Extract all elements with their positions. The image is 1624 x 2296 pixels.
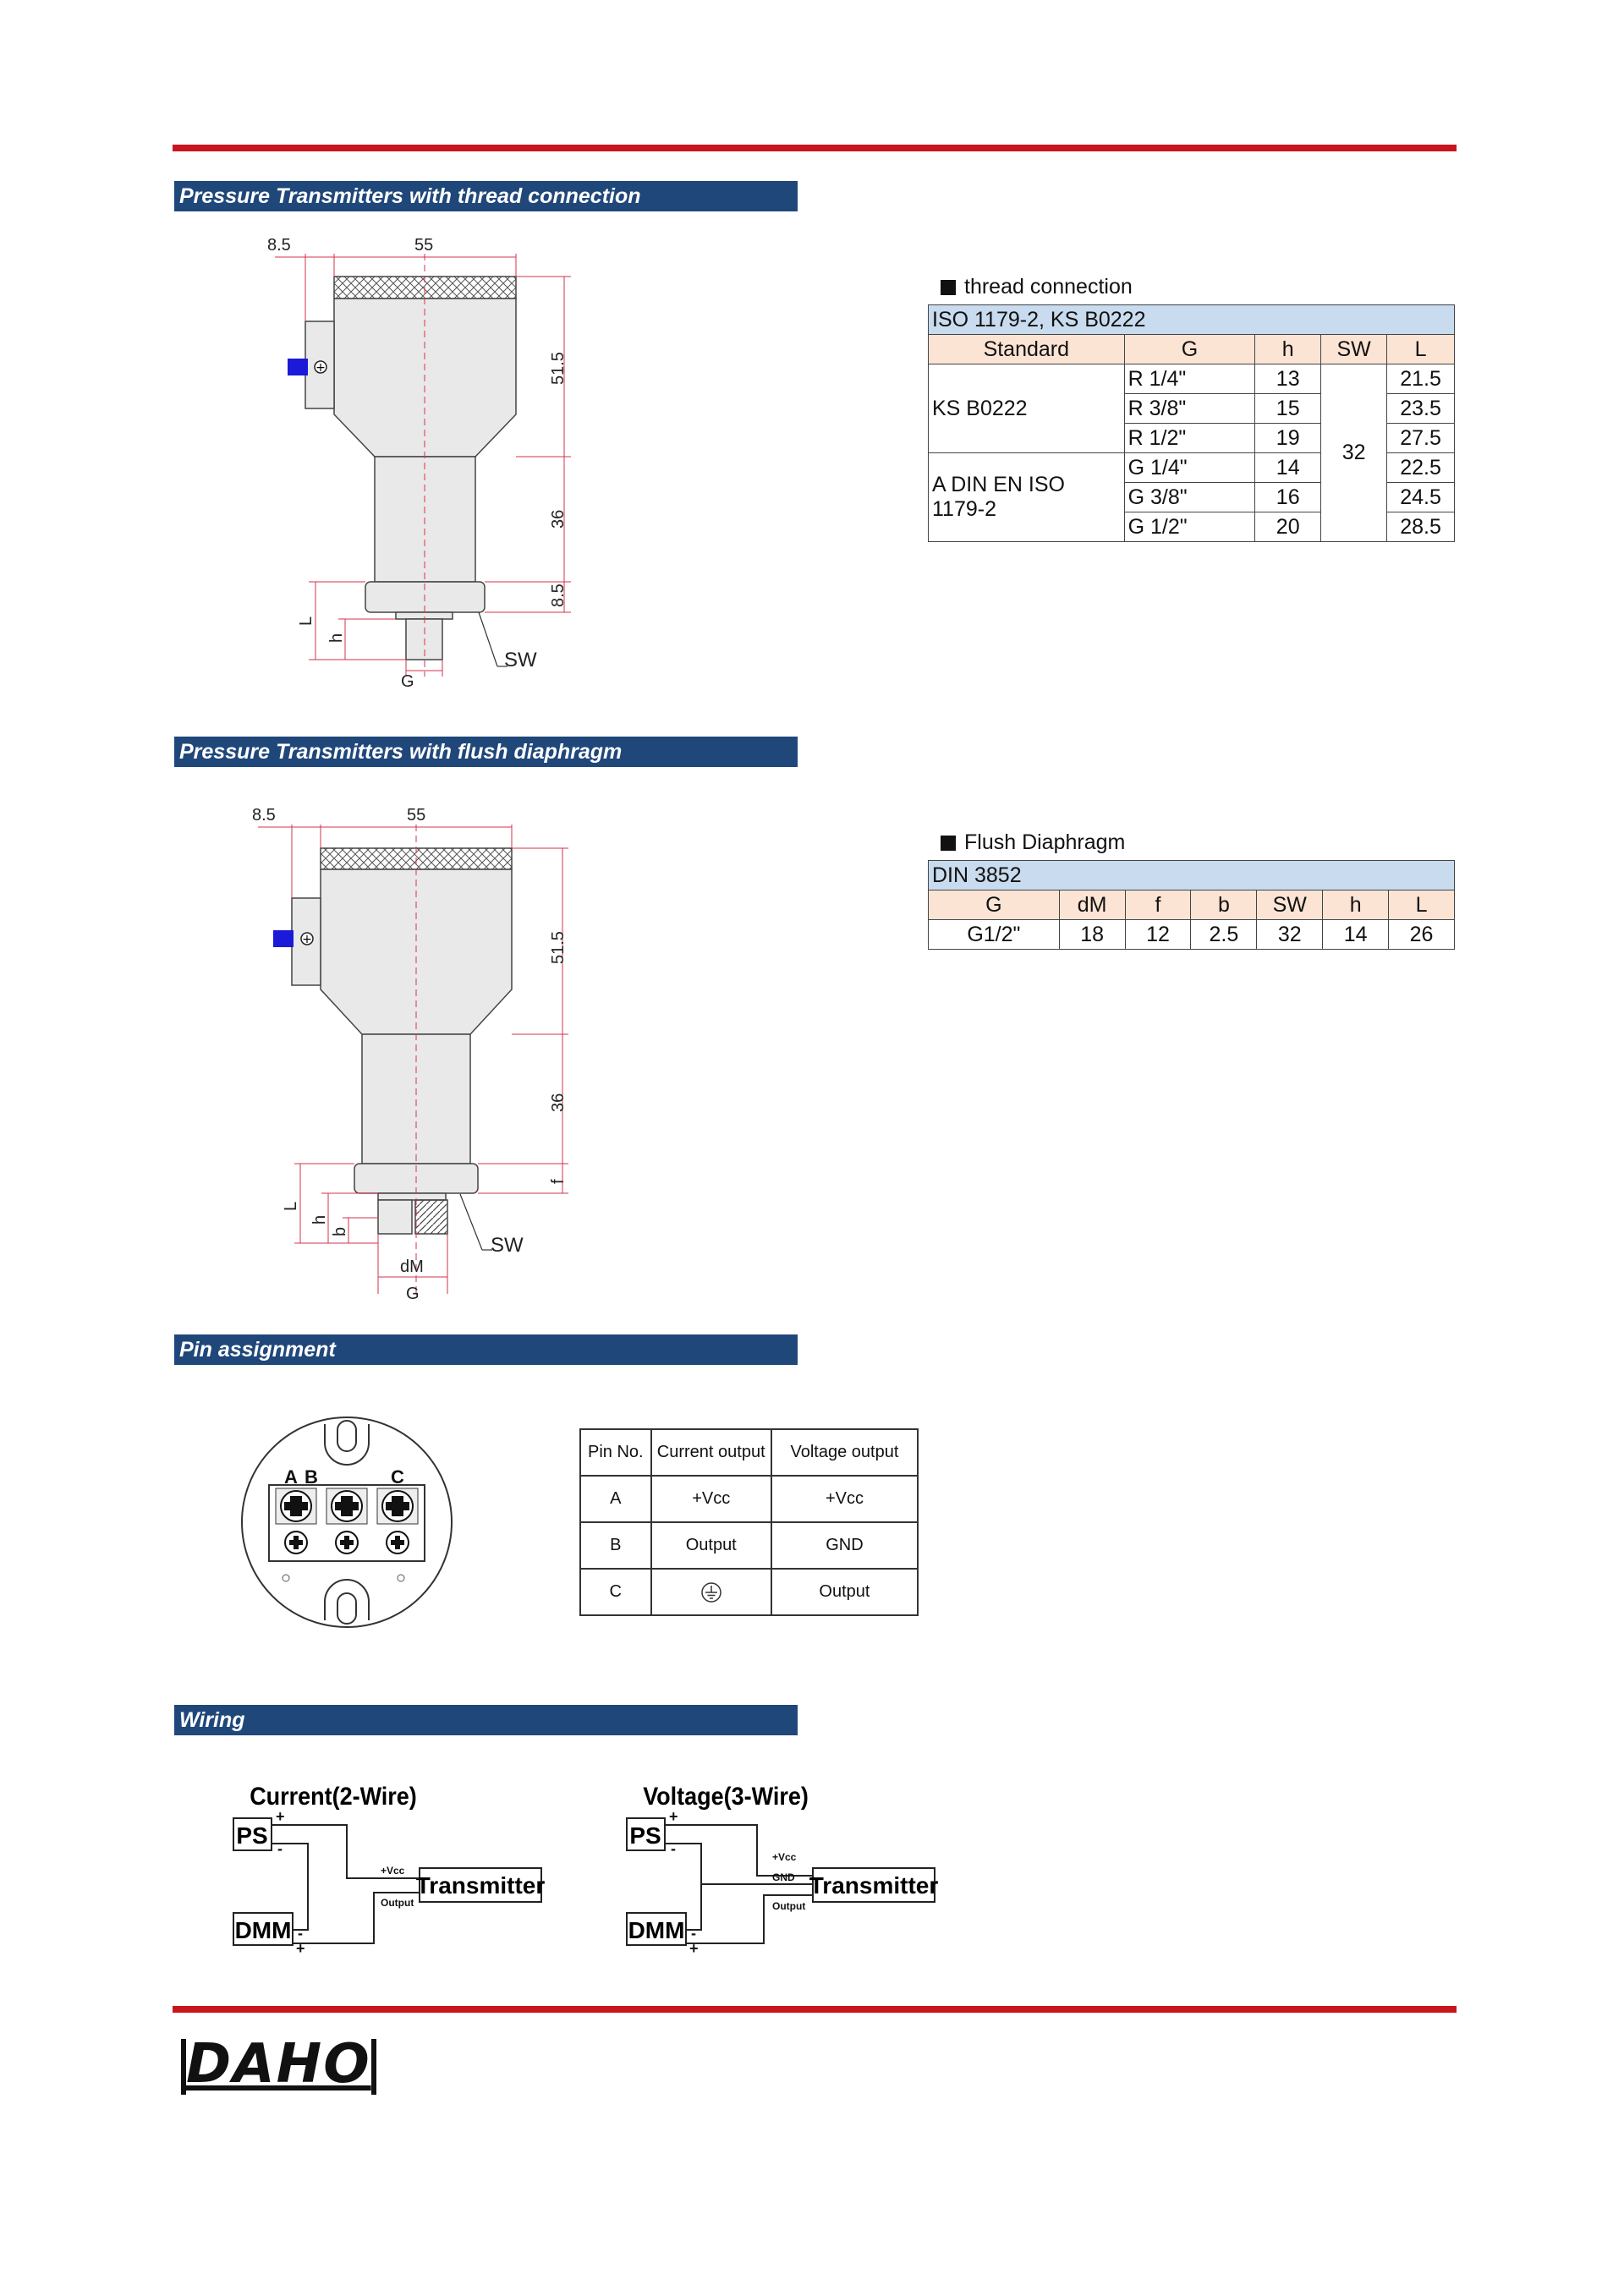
plus-sign: +	[669, 1808, 678, 1825]
cell-dm: 18	[1059, 920, 1125, 950]
plus-sign: +	[276, 1808, 285, 1825]
cell-g: G 3/8"	[1124, 483, 1255, 512]
cell-h: 20	[1255, 512, 1321, 542]
thread-connection-table	[928, 304, 1455, 542]
dim-36: 36	[549, 1093, 568, 1112]
dim-55: 55	[414, 236, 434, 255]
thread-table-caption: thread connection	[941, 275, 1133, 299]
pin-connector-diagram	[237, 1412, 457, 1632]
cell-g: R 1/4"	[1124, 364, 1255, 394]
col-header: L	[1389, 890, 1455, 920]
current-cell	[651, 1569, 771, 1615]
voltage-cell: +Vcc	[771, 1476, 918, 1522]
minus-sign: -	[691, 1925, 696, 1942]
dim-36: 36	[549, 509, 568, 529]
label-SW: SW	[491, 1234, 524, 1257]
section-heading-thread: Pressure Transmitters with thread connection	[174, 181, 798, 211]
output-label: Output	[772, 1900, 806, 1912]
output-label: Output	[381, 1897, 414, 1909]
dim-f: f	[549, 1179, 568, 1184]
pin-cell: B	[580, 1522, 651, 1569]
dim-51-5: 51.5	[549, 352, 568, 385]
cell-h: 16	[1255, 483, 1321, 512]
cell-g: G 1/4"	[1124, 453, 1255, 483]
col-header: b	[1191, 890, 1257, 920]
current-cell: +Vcc	[651, 1476, 771, 1522]
svg-text:+: +	[302, 933, 312, 946]
standard-group-din: A DIN EN ISO 1179-2	[929, 453, 1125, 542]
cell-sw: 32	[1321, 364, 1387, 542]
col-header: Current output	[651, 1429, 771, 1476]
minus-sign: -	[277, 1840, 283, 1857]
flush-diaphragm-table	[928, 860, 1455, 950]
cell-g: R 1/2"	[1124, 424, 1255, 453]
label-L: L	[297, 616, 315, 626]
col-header: Voltage output	[771, 1429, 918, 1476]
col-header: h	[1255, 335, 1321, 364]
col-header: SW	[1321, 335, 1387, 364]
cell-b: 2.5	[1191, 920, 1257, 950]
voltage-wiring-title: Voltage(3-Wire)	[643, 1782, 809, 1811]
label-b: b	[331, 1226, 349, 1236]
standard-row: ISO 1179-2, KS B0222	[929, 305, 1455, 335]
label-SW: SW	[504, 649, 537, 671]
transmitter-label: Transmitter	[809, 1872, 939, 1899]
cell-h: 14	[1255, 453, 1321, 483]
flush-table-caption: Flush Diaphragm	[941, 830, 1125, 855]
wiring-current-diagram	[228, 1773, 550, 1959]
dmm-label: DMM	[628, 1917, 685, 1943]
dim-8-5-bottom: 8.5	[549, 584, 568, 607]
pin-assignment-table	[579, 1428, 919, 1616]
wiring-voltage-diagram	[622, 1773, 943, 1959]
pin-label-a: A	[284, 1466, 298, 1488]
section-heading-pin: Pin assignment	[174, 1334, 798, 1365]
label-L: L	[282, 1201, 300, 1211]
cell-l: 27.5	[1387, 424, 1455, 453]
col-header: Pin No.	[580, 1429, 651, 1476]
col-header: dM	[1059, 890, 1125, 920]
cell-h: 19	[1255, 424, 1321, 453]
pin-cell: C	[580, 1569, 651, 1615]
col-header: h	[1323, 890, 1389, 920]
cell-sw: 32	[1257, 920, 1323, 950]
cell-l: 23.5	[1387, 394, 1455, 424]
voltage-cell: Output	[771, 1569, 918, 1615]
pin-label-c: C	[391, 1466, 404, 1488]
minus-sign: -	[671, 1840, 676, 1857]
vcc-label: +Vcc	[772, 1851, 797, 1863]
dim-8-5-top: 8.5	[252, 806, 276, 825]
ground-icon	[700, 1581, 722, 1603]
connector-blue-2	[273, 930, 294, 947]
col-header: G	[1124, 335, 1255, 364]
cell-h: 13	[1255, 364, 1321, 394]
standard-group-ks: KS B0222	[929, 364, 1125, 453]
label-h: h	[327, 633, 346, 643]
daho-logo: DAHO	[181, 2033, 376, 2096]
pin-label-b: B	[304, 1466, 318, 1488]
section-heading-flush: Pressure Transmitters with flush diaphragm	[174, 737, 798, 767]
ps-label: PS	[236, 1822, 268, 1849]
square-bullet-icon	[941, 836, 956, 851]
dim-51-5: 51.5	[549, 931, 568, 964]
dim-8-5-top: 8.5	[267, 236, 291, 255]
cell-l: 22.5	[1387, 453, 1455, 483]
col-header: Standard	[929, 335, 1125, 364]
standard-row: DIN 3852	[929, 861, 1455, 890]
label-G: G	[401, 672, 414, 691]
cell-l: 26	[1389, 920, 1455, 950]
label-h: h	[310, 1214, 329, 1225]
square-bullet-icon	[941, 280, 956, 295]
plus-sign: +	[296, 1940, 305, 1957]
minus-sign: -	[298, 1925, 303, 1942]
cell-l: 24.5	[1387, 483, 1455, 512]
transmitter-body-2	[292, 848, 512, 1234]
dmm-label: DMM	[234, 1917, 292, 1943]
cell-g: R 3/8"	[1124, 394, 1255, 424]
col-header: G	[929, 890, 1060, 920]
section-heading-wiring: Wiring	[174, 1705, 798, 1735]
col-header: f	[1125, 890, 1191, 920]
cell-f: 12	[1125, 920, 1191, 950]
col-header: SW	[1257, 890, 1323, 920]
voltage-cell: GND	[771, 1522, 918, 1569]
col-header: L	[1387, 335, 1455, 364]
label-dM: dM	[400, 1258, 424, 1276]
cell-h: 14	[1323, 920, 1389, 950]
cell-h: 15	[1255, 394, 1321, 424]
svg-text:+: +	[315, 361, 326, 375]
cell-l: 28.5	[1387, 512, 1455, 542]
cell-g: G 1/2"	[1124, 512, 1255, 542]
label-G: G	[406, 1285, 420, 1303]
cell-l: 21.5	[1387, 364, 1455, 394]
ps-label: PS	[629, 1822, 661, 1849]
gnd-label: GND	[772, 1871, 795, 1883]
current-wiring-title: Current(2-Wire)	[250, 1782, 417, 1811]
vcc-label: +Vcc	[381, 1865, 405, 1877]
transmitter-label: Transmitter	[415, 1872, 546, 1899]
current-cell: Output	[651, 1522, 771, 1569]
pin-cell: A	[580, 1476, 651, 1522]
dim-55: 55	[407, 806, 426, 825]
cell-g: G1/2"	[929, 920, 1060, 950]
plus-sign: +	[689, 1940, 699, 1957]
